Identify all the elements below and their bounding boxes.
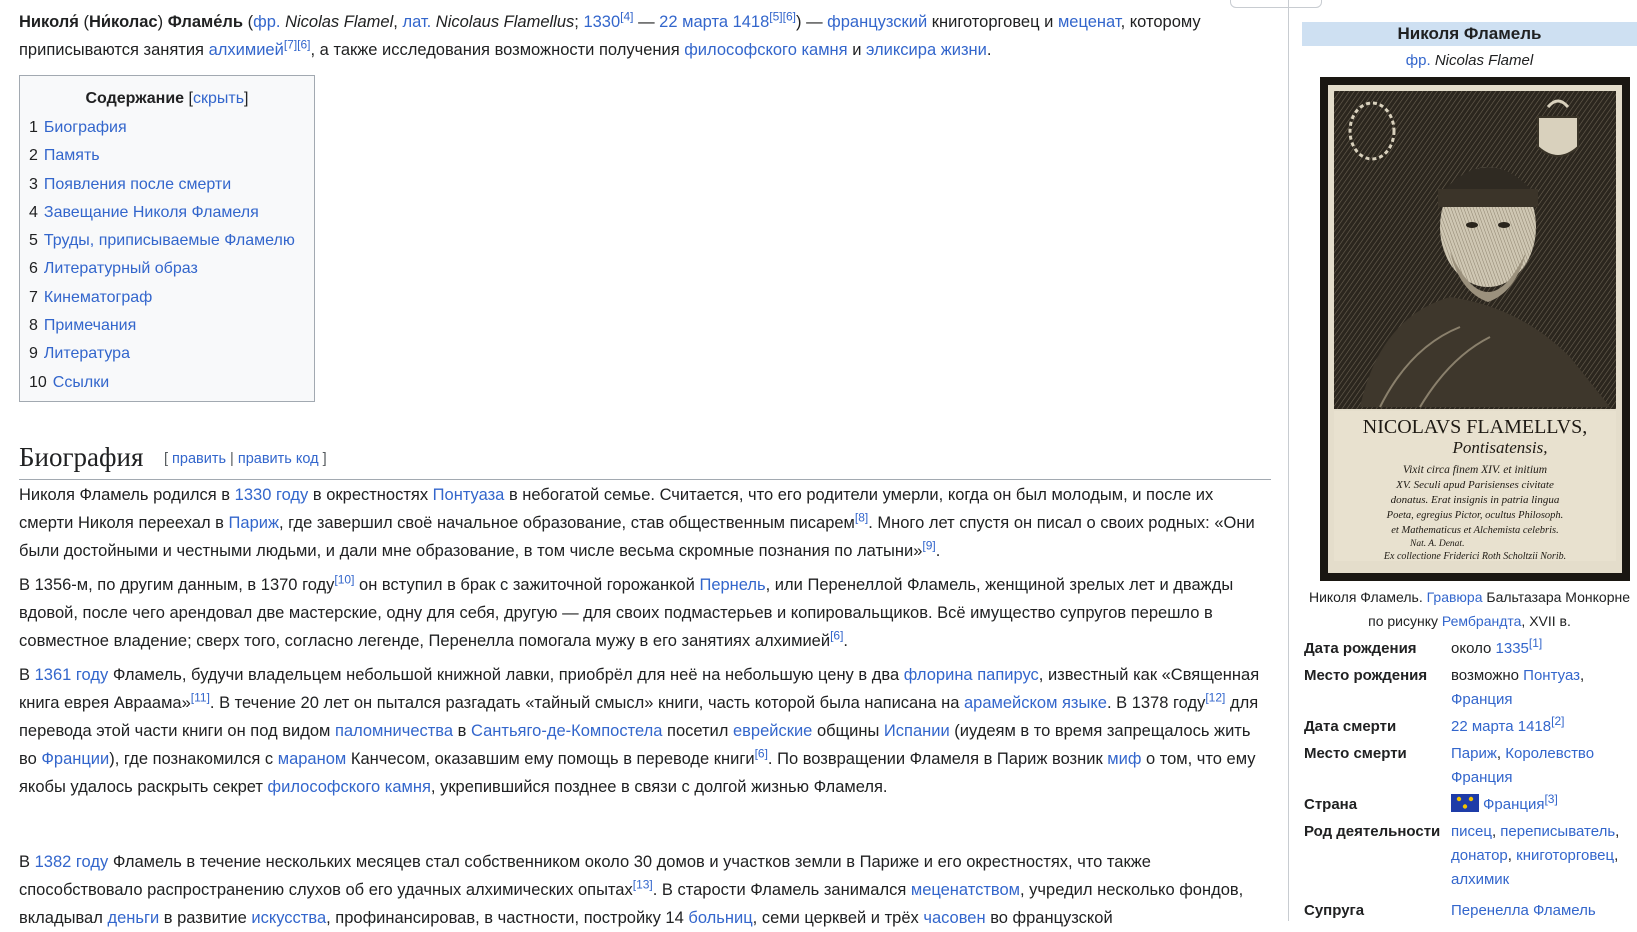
toc-item[interactable]	[29, 142, 295, 170]
lang-lat-link[interactable]: лат.	[402, 13, 432, 31]
infobox-row-birth-date	[1302, 637, 1637, 661]
text-run: , которому приписываются занятия	[19, 13, 1201, 59]
link-santiago[interactable]: Сантьяго-де-Компостела	[471, 722, 663, 740]
link-patronage[interactable]: меценатством	[910, 881, 1021, 899]
toc-item-number: 2	[29, 147, 38, 165]
edit-section-links: [ править | править код ]	[163, 451, 327, 467]
portrait-engraving	[1320, 77, 1630, 581]
toc-hide-link[interactable]: скрыть	[192, 90, 245, 107]
ref-1[interactable]: [1]	[1528, 636, 1543, 650]
portrait-caption	[1302, 585, 1637, 633]
text-run: В	[19, 666, 35, 684]
portrait-inscription-line: Nat. A. Denat.	[1410, 539, 1465, 549]
toc-item[interactable]	[29, 114, 295, 142]
alchemy-link[interactable]: алхимией	[208, 41, 284, 59]
row-label: Супруга	[1304, 902, 1365, 919]
text-run: В 1356-м, по другим данным, в 1370 году	[19, 576, 335, 594]
toc-bracket: ]	[244, 90, 249, 107]
text-run: во французской	[985, 909, 1113, 927]
row-value	[1451, 793, 1637, 817]
infobox-row-occupation	[1302, 820, 1637, 892]
text-run: о том, что ему якобы удалось раскрыть секрет	[19, 750, 1256, 796]
article-alt-name: Ни́колас	[88, 13, 158, 31]
link-donor[interactable]: донатор	[1451, 847, 1508, 864]
text-run: .	[986, 41, 992, 59]
text-run: , профинансировав, в частности, постройку 14	[326, 909, 689, 927]
floating-toolbar-edge	[1230, 0, 1322, 8]
toc-header	[20, 87, 314, 111]
link-paris[interactable]: Париж	[1451, 745, 1497, 762]
link-kingdom-france[interactable]: Королевство Франция	[1451, 745, 1595, 786]
text-run: , учредил несколько фондов, вкладывал	[19, 881, 1244, 927]
toc-item-number: 6	[29, 260, 38, 278]
toc-item-link[interactable]: Биография	[43, 119, 127, 136]
toc-item-link[interactable]: Литературный образ	[43, 260, 198, 278]
ref-2[interactable]: [2]	[1551, 714, 1565, 728]
lead-paragraph: Николя́ (Ни́колас) Фламе́ль (фр. Nicolas Flamel, лат. Nicolaus Flamellus; 1330[4] — 22 марта 1418[5][6]) — французский книготорговец и меценат, которому приписываются занятия алхимией[7][6], а также исследования возможности получения философского камня и эликсира жизни.	[19, 9, 1201, 59]
stone-link[interactable]: философского камня	[684, 41, 848, 59]
text-run: ), где познакомился с	[109, 750, 278, 768]
link-engraving[interactable]: Гравюра	[1426, 589, 1483, 605]
text-run: книготорговец и	[927, 13, 1058, 31]
link-copyist[interactable]: переписыватель	[1500, 823, 1616, 840]
infobox-rows	[1302, 637, 1637, 923]
row-value	[1451, 715, 1637, 739]
section-heading-biography	[19, 437, 1271, 480]
infobox-title: Николя Фламель	[1302, 22, 1637, 46]
text-run: около	[1451, 640, 1496, 657]
row-value	[1451, 637, 1637, 661]
nationality-link[interactable]: французский	[827, 13, 928, 31]
row-value	[1451, 899, 1637, 923]
link-country-france[interactable]: Франция	[1483, 796, 1545, 813]
infobox-row-death-place	[1302, 742, 1637, 790]
toc-item[interactable]	[29, 284, 295, 312]
elixir-link[interactable]: эликсира жизни	[866, 41, 987, 59]
text-run: . В 1378 году	[1106, 694, 1206, 712]
link-1330[interactable]: 1330 году	[234, 486, 309, 504]
row-value	[1451, 664, 1637, 712]
lat-name: Nicolaus Flamellus	[435, 13, 575, 31]
toc-item[interactable]	[29, 255, 295, 283]
lang-fr-link[interactable]: фр.	[253, 13, 281, 31]
row-label: Дата рождения	[1304, 640, 1417, 657]
text-run: , известный как «Священная книга еврея Авраама»	[19, 666, 1260, 712]
link-aramaic[interactable]: арамейском языке	[963, 694, 1107, 712]
toc-item-number: 3	[29, 175, 38, 193]
table-of-contents	[19, 75, 315, 402]
text-run: , семи церквей и трёх	[752, 909, 924, 927]
portrait-inscription-line: Ex collectione Friderici Roth Scholtzii Norib.	[1383, 551, 1567, 562]
birth-year-link[interactable]: 1330	[583, 13, 621, 31]
toc-item-number: 9	[29, 345, 38, 363]
text-run: , укрепившийся позднее в связи с долгой жизнью Фламеля.	[430, 778, 888, 796]
france-royal-flag-icon	[1451, 794, 1479, 812]
toc-item[interactable]	[29, 369, 295, 397]
text-run: . Много лет спустя он писал о своих родных: «Они были достойными и честными людьми, и дали мне образование, в том числе весьма скромные познания по латыни»	[19, 514, 1255, 560]
bio-paragraph-3	[19, 661, 1271, 801]
toc-item-link[interactable]: Завещание Николя Фламеля	[43, 203, 259, 221]
link-spouse[interactable]: Перенелла Фламель	[1451, 902, 1596, 919]
portrait-inscription-line: NICOLAVS FLAMELLVS,	[1362, 416, 1588, 438]
link-1361[interactable]: 1361 году	[34, 666, 109, 684]
ref-6[interactable]: [6]	[297, 37, 311, 52]
link-pontoise[interactable]: Понтуаз	[1523, 667, 1581, 684]
text-run: ,	[1496, 745, 1506, 762]
text-run: . По возвращении Фламеля в Париж возник	[767, 750, 1108, 768]
article-name: Николя́	[19, 13, 79, 31]
link-philosophers-stone[interactable]: философского камня	[267, 778, 431, 796]
content-divider	[1288, 0, 1289, 921]
toc-item[interactable]	[29, 171, 295, 199]
row-label: Род деятельности	[1304, 823, 1441, 840]
text-run: . В течение 20 лет он пытался разгадать «тайный смысл» книги, часть которой была написана на	[209, 694, 964, 712]
text-run: .	[843, 632, 848, 650]
text-run: в небогатой семье. Считается, что его родители умерли, когда он был молодым, и после их смерти Николя переехал в	[19, 486, 1214, 532]
article-surname: Фламе́ль	[167, 13, 244, 31]
text-run: ,	[1507, 847, 1517, 864]
portrait-inscription-line: Pontisatensis,	[1452, 438, 1548, 457]
toc-item-link[interactable]: Примечания	[43, 317, 137, 335]
toc-item-number: 1	[29, 119, 38, 136]
text-run: .	[935, 542, 941, 560]
link-myth[interactable]: миф	[1107, 750, 1142, 768]
fr-name: Nicolas Flamel	[285, 13, 394, 31]
original-name: Nicolas Flamel	[1434, 52, 1534, 69]
link-florin[interactable]: флорина	[903, 666, 973, 684]
ref-6[interactable]: [6]	[754, 746, 768, 761]
row-label: Место рождения	[1304, 667, 1428, 684]
link-1335[interactable]: 1335	[1495, 640, 1529, 657]
text-run: в окрестностях	[308, 486, 433, 504]
link-alchemist[interactable]: алхимик	[1451, 871, 1510, 888]
infobox-row-death-date	[1302, 715, 1637, 739]
text-run: для перевода этой части книги он под видом	[19, 694, 1259, 740]
toc-item-number: 10	[29, 373, 47, 391]
link-scribe[interactable]: писец	[1451, 823, 1492, 840]
bio-paragraph-4	[19, 848, 1271, 932]
link-france[interactable]: Франции	[41, 750, 110, 768]
ref-5[interactable]: [5]	[769, 9, 783, 24]
ref-7[interactable]: [7]	[283, 37, 298, 52]
toc-item-number: 8	[29, 317, 38, 335]
text-run: посетил	[662, 722, 733, 740]
link-art[interactable]: искусства	[251, 909, 327, 927]
toc-bracket: [	[188, 90, 193, 107]
text-run: и	[847, 41, 866, 59]
text-run: он вступил в брак с зажиточной горожанкой	[354, 576, 700, 594]
ref-3[interactable]: [3]	[1544, 792, 1558, 806]
ref-11[interactable]: [11]	[190, 690, 210, 705]
row-value	[1451, 742, 1637, 790]
text-run: возможно	[1451, 667, 1524, 684]
edit-source-link[interactable]: править код	[237, 451, 319, 467]
text-run: (иудеям в то время запрещалось жить во	[19, 722, 1251, 768]
link-pernelle[interactable]: Пернель	[699, 576, 766, 594]
link-pilgrimage[interactable]: паломничества	[334, 722, 454, 740]
ref-6[interactable]: [6]	[830, 628, 844, 643]
ref-4[interactable]: [4]	[620, 9, 634, 24]
toc-title: Содержание	[85, 90, 185, 107]
toc-item[interactable]	[29, 227, 295, 255]
text-run: ,	[1615, 823, 1620, 840]
bio-paragraph-1	[19, 481, 1271, 565]
toc-item-link[interactable]: Литература	[43, 345, 130, 363]
toc-item[interactable]	[29, 340, 295, 368]
ref-12[interactable]: [12]	[1205, 690, 1226, 705]
toc-item-link[interactable]: Ссылки	[52, 373, 110, 391]
text-run: , а также исследования возможности получения	[310, 41, 685, 59]
link-rembrandt[interactable]: Рембрандта	[1441, 613, 1522, 629]
edit-link[interactable]: править	[172, 451, 227, 467]
text-run: , XVII в.	[1521, 613, 1571, 629]
toc-item-link[interactable]: Кинематограф	[43, 288, 153, 306]
toc-item-number: 7	[29, 288, 38, 306]
row-label: Дата смерти	[1304, 718, 1397, 735]
infobox-row-spouse	[1302, 899, 1637, 923]
text-run: Фламель, будучи владельцем небольшой книжной лавки, приобрёл для неё на небольшую цену в два	[108, 666, 904, 684]
text-run: В	[19, 853, 35, 871]
text-run: Николя Фламель.	[1308, 589, 1427, 605]
toc-item-link[interactable]: Труды, приписываемые Фламелю	[43, 232, 295, 250]
toc-item-number: 5	[29, 232, 38, 250]
toc-item[interactable]	[29, 312, 295, 340]
ref-8[interactable]: [8]	[854, 510, 869, 525]
text-run: ,	[1580, 667, 1585, 684]
row-label: Место смерти	[1304, 745, 1407, 762]
toc-list	[29, 114, 295, 397]
link-bookseller[interactable]: книготорговец	[1516, 847, 1615, 864]
lang-fr-link[interactable]: фр.	[1405, 52, 1431, 69]
row-label: Страна	[1304, 796, 1358, 813]
text-run: общины	[812, 722, 884, 740]
text-run: в	[453, 722, 472, 740]
text-run: Канчесом, оказавшим ему помощь в переводе книги	[346, 750, 755, 768]
bio-paragraph-2	[19, 571, 1271, 655]
link-death-date[interactable]: 22 марта 1418	[1451, 718, 1552, 735]
text-run: ,	[1491, 823, 1501, 840]
text-run: Бальтазара Монкорне по рисунку	[1368, 589, 1631, 629]
text-run: ,	[1614, 847, 1619, 864]
portrait-inscription-line: donatus. Erat insignis in patria lingua	[1390, 494, 1560, 506]
link-1382[interactable]: 1382 году	[34, 853, 109, 871]
link-jewish[interactable]: еврейские	[732, 722, 813, 740]
link-money[interactable]: деньги	[107, 909, 160, 927]
text-run: Николя Фламель родился в	[19, 486, 235, 504]
death-date-link[interactable]: 22 марта 1418	[659, 13, 770, 31]
toc-item-link[interactable]: Появления после смерти	[43, 175, 232, 193]
link-spain[interactable]: Испании	[883, 722, 950, 740]
section-title: Биография	[19, 442, 144, 472]
ref-10[interactable]: [10]	[334, 572, 355, 587]
portrait-inscription-line: Poeta, egregius Pictor, ocultus Philosoph.	[1386, 510, 1564, 521]
portrait-inscription-line: Vixit circa finem XIV. et initium	[1402, 464, 1548, 476]
text-run: ) —	[795, 13, 828, 31]
row-value	[1451, 820, 1637, 892]
link-pontoise[interactable]: Понтуаза	[432, 486, 505, 504]
infobox-row-country	[1302, 793, 1637, 817]
infobox-original-name	[1302, 49, 1637, 73]
link-papyrus[interactable]: папирус	[977, 666, 1039, 684]
ref-9[interactable]: [9]	[922, 538, 936, 553]
link-paris[interactable]: Париж	[228, 514, 279, 532]
link-chapels[interactable]: часовен	[923, 909, 986, 927]
text-run: , или Перенеллой Фламель, женщиной зрелых лет и дважды вдовой, после чего арендовал две мастерские, одну для себя, другую — для своих подмастерьев и копировальщиков. Всё имущество супругов перешло в совместное владение; сверх того, согласно легенде, Перенелла помогала мужу в его занятиях алхимией	[19, 576, 1234, 650]
toc-item-link[interactable]: Память	[43, 147, 100, 165]
toc-item-number: 4	[29, 203, 38, 221]
link-marrano[interactable]: мараном	[277, 750, 347, 768]
infobox-row-birth-place	[1302, 664, 1637, 712]
portrait-inscription-line: et Mathematicus et Alchemista celebris.	[1391, 525, 1559, 536]
portrait-inscription-line: XV. Seculi apud Parisienses civitate	[1396, 479, 1554, 491]
patron-link[interactable]: меценат	[1057, 13, 1121, 31]
infobox	[1302, 22, 1637, 923]
toc-item[interactable]	[29, 199, 295, 227]
text-run: в развитие	[159, 909, 252, 927]
ref-6[interactable]: [6]	[782, 9, 796, 24]
ref-13[interactable]: [13]	[632, 877, 653, 892]
link-hospitals[interactable]: больниц	[688, 909, 753, 927]
portrait-image[interactable]	[1320, 77, 1630, 581]
text-run: Фламель в течение нескольких месяцев стал собственником около 30 домов и участков земли в Париже и его окрестностях, что также способствовало распространению слухов об его удачных алхимических опытах	[19, 853, 1151, 899]
text-run: , где завершил своё начальное образование, став общественным писарем	[279, 514, 855, 532]
text-run: . В старости Фламель занимался	[652, 881, 911, 899]
link-france[interactable]: Франция	[1451, 691, 1513, 708]
